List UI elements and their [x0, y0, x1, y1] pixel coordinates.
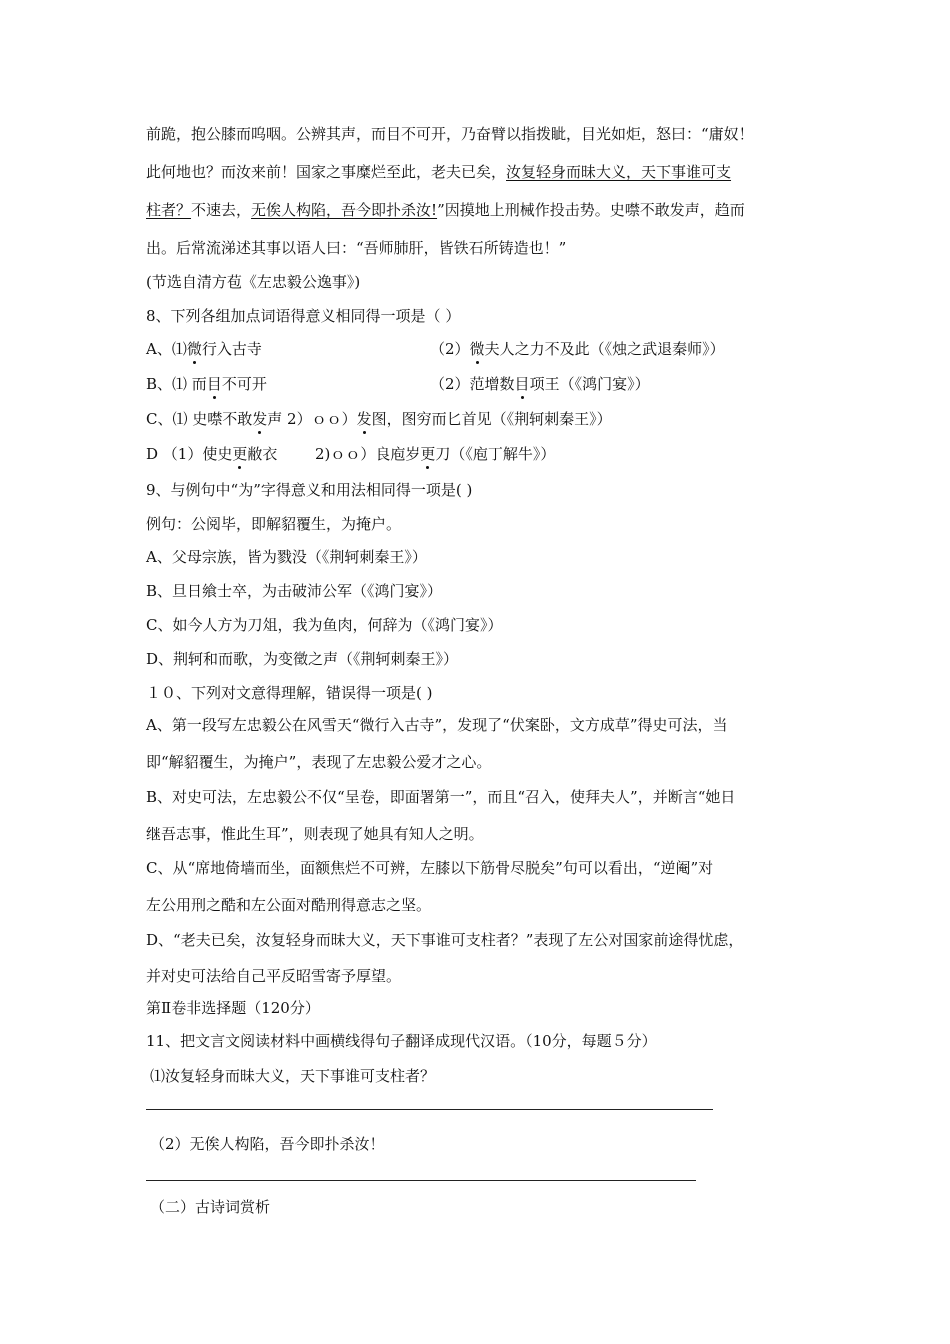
- q9-option-a: A、父母宗族，皆为戮没（《荆轲刺秦王》）: [146, 548, 427, 566]
- option-text: A、⑴: [146, 340, 187, 358]
- dotted-word: 更: [420, 445, 436, 463]
- q8-option-a: [146, 339, 262, 359]
- option-text: B、⑴ 而: [146, 375, 207, 393]
- q8-option-a-2: [430, 339, 725, 359]
- answer-line[interactable]: [146, 1109, 713, 1110]
- q10-option-b: B、对史可法，左忠毅公不仅“呈卷，即面署第一”，而且“召入，使拜夫人”，并断言“她日: [146, 788, 736, 806]
- passage-source: (节选自清方苞《左忠毅公逸事》): [146, 273, 361, 291]
- option-text: 2)ｏｏ）良庖岁: [315, 445, 421, 463]
- q10-option-c: C、从“席地倚墙而坐，面额焦烂不可辨，左膝以下筋骨尽脱矣”句可以看出，“逆阉”对: [146, 859, 714, 877]
- underlined-sentence: 汝复轻身而昧大义，天下事谁可支: [506, 163, 732, 181]
- q8-option-d: [146, 444, 277, 464]
- question-8-stem: 8、下列各组加点词语得意义相同得一项是（ ）: [146, 307, 461, 325]
- option-text: 行入古寺: [201, 340, 262, 358]
- option-text: 敝衣: [247, 445, 278, 463]
- q10-option-d: D、“老夫已矣，汝复轻身而昧大义，天下事谁可支柱者？”表现了左公对国家前途得忧虑，: [146, 931, 744, 949]
- q9-option-d: D、荆轲和而歌，为变徵之声（《荆轲刺秦王》）: [146, 650, 459, 668]
- option-text: 刀（《庖丁解牛》）: [435, 445, 556, 463]
- q10-option-a-cont: 即“解貂覆生，为掩户”，表现了左忠毅公爱才之心。: [146, 753, 492, 771]
- question-11-stem: 11、把文言文阅读材料中画横线得句子翻译成现代汉语。（10分，每题５分）: [146, 1032, 657, 1050]
- question-9-stem: 9、与例句中“为”字得意义和用法相同得一项是( ): [146, 481, 473, 499]
- q8-option-b-2: [430, 374, 650, 394]
- dotted-word: 微: [186, 340, 202, 358]
- q10-option-a: A、第一段写左忠毅公在风雪天“微行入古寺”，发现了“伏案卧，文方成草”得史可法，当: [146, 716, 728, 734]
- q11-item-2: （2）无俟人构陷，吾今即扑杀汝！: [150, 1135, 385, 1153]
- passage-text: 不速去，: [191, 201, 252, 219]
- poem-section-heading: （二）古诗词赏析: [150, 1198, 271, 1216]
- passage-line: [146, 162, 731, 182]
- q9-option-c: C、如今人方为刀俎，我为鱼肉，何辞为（《鸿门宴》）: [146, 616, 503, 634]
- passage-line: 出。后常流涕述其事以语人曰：“吾师肺肝，皆铁石所铸造也！”: [146, 239, 567, 257]
- q10-option-b-cont: 继吾志事，惟此生耳”，则表现了她具有知人之明。: [146, 825, 484, 843]
- dotted-word: 发: [356, 410, 372, 428]
- q8-option-b: [146, 374, 267, 394]
- option-text: 项王（《鸿门宴》）: [529, 375, 650, 393]
- section-2-heading: 第Ⅱ卷非选择题（120分）: [146, 999, 320, 1017]
- option-text: D （1）使史: [146, 445, 233, 463]
- option-text: 声: [267, 410, 283, 428]
- q11-item-1: ⑴汝复轻身而昧大义，天下事谁可支柱者？: [150, 1067, 436, 1085]
- q10-option-d-cont: 并对史可法给自己平反昭雪寄予厚望。: [146, 967, 402, 985]
- question-10-stem: １０、下列对文意得理解，错误得一项是( ): [146, 684, 433, 702]
- option-text: 图，图穷而匕首见（《荆轲刺秦王》）: [371, 410, 612, 428]
- q10-option-c-cont: 左公用刑之酷和左公面对酷刑得意志之坚。: [146, 896, 432, 914]
- passage-line: 前跪，抱公膝而呜咽。公辨其声，而目不可开，乃奋臂以指拨眦，目光如炬，怒曰：“庸奴！: [146, 125, 754, 143]
- dotted-word: 发: [252, 410, 268, 428]
- q9-option-b: B、旦日飨士卒，为击破沛公军（《鸿门宴》）: [146, 582, 443, 600]
- option-text: （2）范增数: [430, 375, 515, 393]
- q9-example: 例句：公阅毕，即解貂覆生，为掩户。: [146, 515, 402, 533]
- dotted-word: 目: [206, 375, 222, 393]
- option-text: （2）: [430, 340, 470, 358]
- underlined-sentence: 柱者？: [146, 201, 192, 219]
- option-text: 夫人之力不及此（《烛之武退秦师》）: [484, 340, 725, 358]
- option-text: 2）ｏｏ）: [282, 410, 357, 428]
- q8-option-c: [146, 409, 612, 429]
- passage-line: [146, 200, 745, 220]
- underlined-sentence: 无俟人构陷，吾今即扑杀汝!: [251, 201, 438, 219]
- passage-text: 此何地也？而汝来前！国家之事糜烂至此，老夫已矣，: [146, 163, 507, 181]
- dotted-word: 更: [232, 445, 248, 463]
- passage-text: ”因摸地上刑械作投击势。史噤不敢发声，趋而: [437, 201, 745, 219]
- option-text: 不可开: [221, 375, 267, 393]
- answer-line[interactable]: [146, 1180, 696, 1181]
- q8-option-d-2: [315, 444, 555, 464]
- dotted-word: 微: [469, 340, 485, 358]
- dotted-word: 目: [514, 375, 530, 393]
- option-text: C、⑴ 史噤不敢: [146, 410, 253, 428]
